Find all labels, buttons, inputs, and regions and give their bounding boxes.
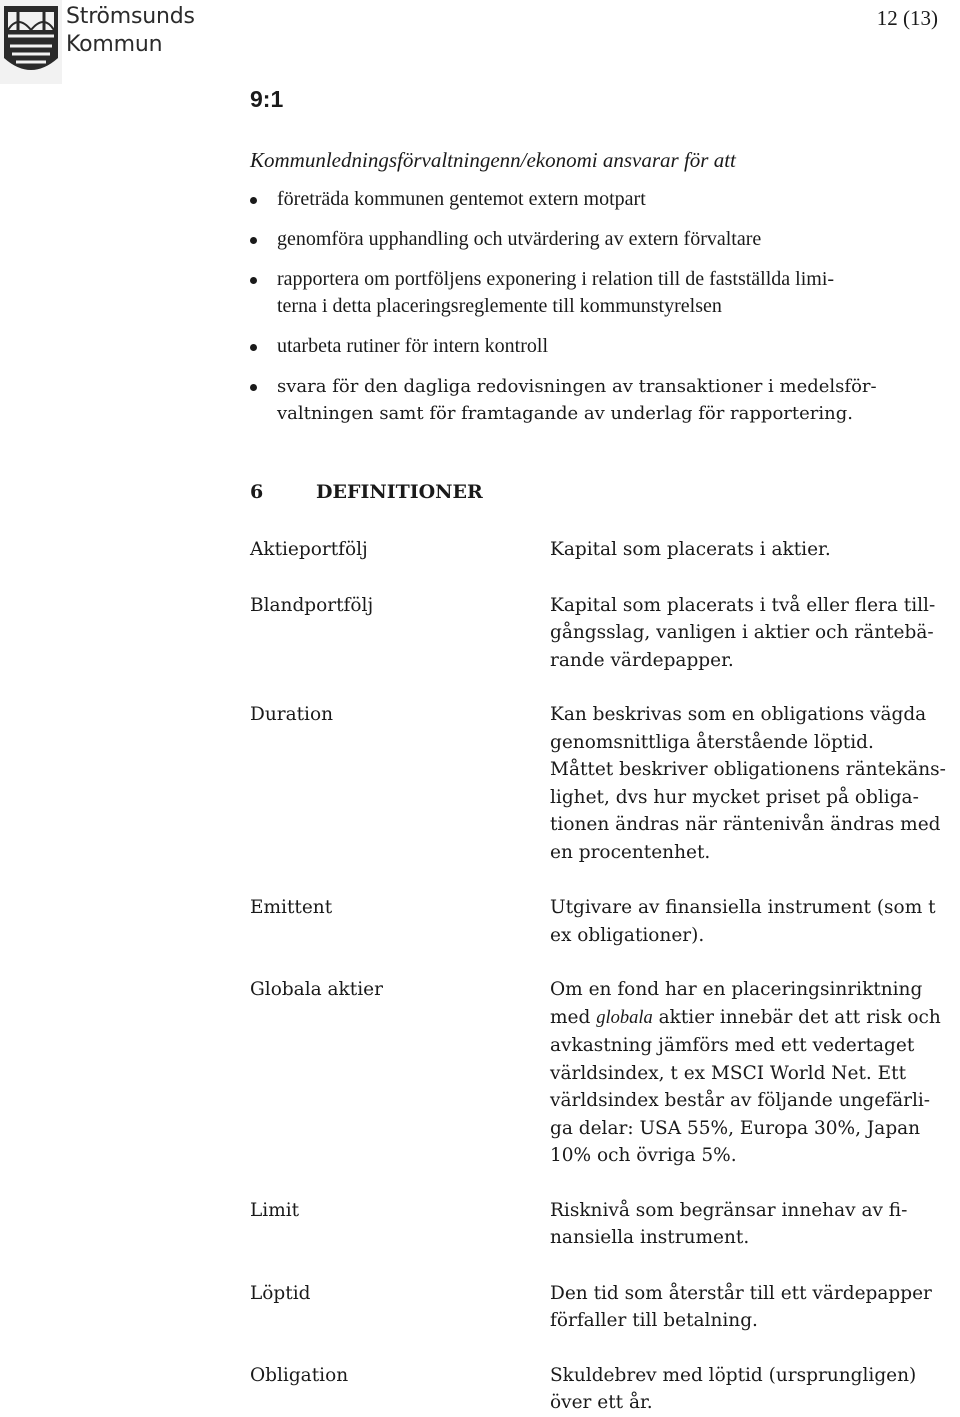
logo-wordmark xyxy=(66,3,195,59)
bridge-emblem-icon xyxy=(0,0,62,84)
definitions-heading xyxy=(250,481,483,503)
bullet-icon xyxy=(250,277,257,284)
bullet-icon xyxy=(250,197,257,204)
list-item xyxy=(250,186,950,213)
responsibilities-list xyxy=(250,186,950,427)
list-item-text: genomföra upphandling och utvärdering av extern förvaltare xyxy=(277,228,762,250)
municipality-logo xyxy=(0,0,195,84)
definition-text: Kan beskrivas som en obligations vägda genomsnittliga återstående löptid. Måttet beskriver obligationens räntekäns- lighet, dvs hur mycket priset på obliga- tionen ändras när räntenivån ändras med en procentenhet. xyxy=(550,704,946,863)
logo-line-2: Kommun xyxy=(66,32,163,57)
definition-text: Kapital som placerats i aktier. xyxy=(550,539,831,560)
page-number: 12 (13) xyxy=(876,6,938,30)
definition-term: Löptid xyxy=(250,1282,311,1304)
logo-line-1: Strömsunds xyxy=(66,4,195,29)
definition-term: Emittent xyxy=(250,897,333,918)
bullet-icon xyxy=(250,344,257,351)
list-item-text: utarbeta rutiner för intern kontroll xyxy=(277,335,549,357)
list-item-text: företräda kommunen gentemot extern motpart xyxy=(277,188,646,210)
definition-text: Utgivare av finansiella instrument (som t ex obligationer). xyxy=(550,897,936,946)
list-item xyxy=(250,266,950,320)
bullet-icon xyxy=(250,384,257,391)
definitions-list xyxy=(250,536,960,1417)
definition-term: Aktieportfölj xyxy=(250,539,368,560)
definition-row xyxy=(250,592,960,675)
definition-row xyxy=(250,1197,960,1252)
definition-text: Risknivå som begränsar innehav av fi- nansiella instrument. xyxy=(550,1199,908,1248)
definition-term: Limit xyxy=(250,1199,300,1221)
definition-term: Blandportfölj xyxy=(250,594,374,616)
definition-row xyxy=(250,701,960,866)
responsibilities-intro: Kommunledningsförvaltningenn/ekonomi ansvarar för att xyxy=(250,148,736,172)
bullet-icon xyxy=(250,237,257,244)
list-item xyxy=(250,333,950,360)
list-item xyxy=(250,226,950,253)
definition-text: Kapital som placerats i två eller flera till- gångsslag, vanligen i aktier och räntebä- rande värdepapper. xyxy=(550,594,936,671)
definition-text: Den tid som återstår till ett värdepapper förfaller till betalning. xyxy=(550,1282,932,1331)
definition-term: Duration xyxy=(250,704,334,725)
list-item-text: svara för den dagliga redovisningen av transaktioner i medelsför- valtningen samt för framtagande av underlag för rapportering. xyxy=(277,376,877,424)
definition-text-part: Om en fond har en placeringsinriktning med xyxy=(550,979,923,1028)
definition-term: Obligation xyxy=(250,1364,349,1386)
definition-row xyxy=(250,894,960,949)
heading-title: DEFINITIONER xyxy=(316,481,483,503)
heading-number: 6 xyxy=(250,481,264,503)
definition-row xyxy=(250,1362,960,1417)
definition-text xyxy=(550,976,960,1170)
definition-emphasis: globala xyxy=(596,1007,653,1028)
list-item xyxy=(250,373,950,427)
definition-row xyxy=(250,1280,960,1335)
definition-row xyxy=(250,536,960,564)
list-item-text: rapportera om portföljens exponering i relation till de fastställda limi- terna i detta placeringsreglemente till kommunstyrelsen xyxy=(277,268,835,317)
definition-text-part: aktier innebär det att risk och avkastning jämförs med ett vedertaget världsindex, t ex MSCI World Net. Ett världsindex består av följande ungefärli- ga delar: USA 55%, Europa 30%, Japan 10% och övriga 5%. xyxy=(550,1006,941,1166)
section-number: 9:1 xyxy=(250,86,284,112)
definition-row xyxy=(250,976,960,1170)
definition-term: Globala aktier xyxy=(250,979,383,1000)
definition-text: Skuldebrev med löptid (ursprungligen) över ett år. xyxy=(550,1364,917,1413)
